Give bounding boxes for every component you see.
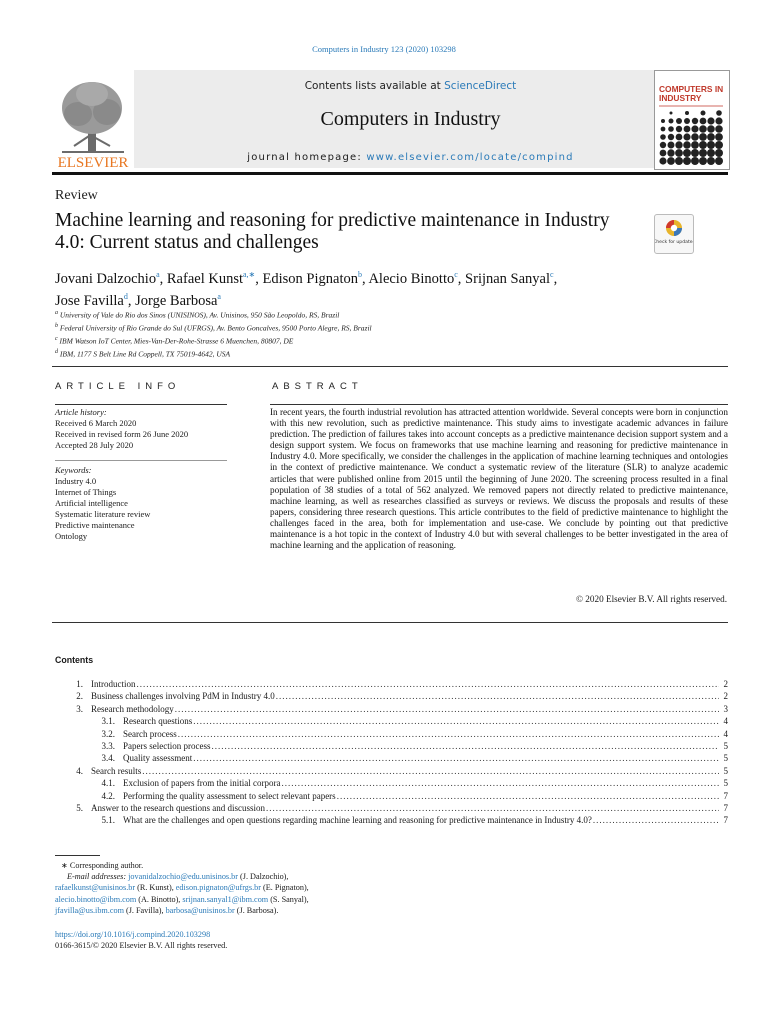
toc-title: Research methodology bbox=[91, 703, 174, 714]
toc-number: 3.2. bbox=[101, 728, 115, 739]
footnote-rule bbox=[55, 855, 100, 856]
homepage-link[interactable]: www.elsevier.com/locate/compind bbox=[366, 152, 574, 163]
author-name[interactable]: Srijnan Sanyal bbox=[465, 270, 551, 287]
toc-leader-dots bbox=[266, 803, 719, 813]
toc-number: 2. bbox=[76, 691, 83, 702]
toc-number: 1. bbox=[76, 679, 83, 689]
article-info-heading: ARTICLE INFO bbox=[55, 381, 181, 392]
email-link[interactable]: jovanidalzochio@edu.unisinos.br bbox=[128, 872, 238, 882]
toc-page-number: 5 bbox=[723, 778, 728, 789]
toc-title: Answer to the research questions and discussion bbox=[91, 803, 265, 813]
history-received: Received 6 March 2020 bbox=[55, 418, 137, 428]
crossmark-check-updates-button[interactable] bbox=[654, 214, 694, 254]
contents-availability bbox=[134, 80, 687, 92]
author-affiliation-mark[interactable]: a bbox=[217, 291, 221, 301]
toc-entry[interactable] bbox=[87, 729, 728, 741]
toc-title: Business challenges involving PdM in Industry 4.0 bbox=[91, 691, 275, 702]
masthead-center-panel bbox=[134, 70, 687, 168]
author-name[interactable]: Rafael Kunst bbox=[166, 270, 243, 287]
affiliation-mark: a bbox=[55, 310, 58, 316]
toc-title: Search results bbox=[91, 765, 142, 776]
author-name[interactable]: Jose Favilla bbox=[55, 292, 124, 309]
toc-leader-dots bbox=[178, 729, 719, 739]
author-affiliation-mark[interactable]: a bbox=[156, 270, 160, 279]
elsevier-wordmark: ELSEVIER bbox=[57, 155, 129, 170]
email-owner: (J. Favilla), bbox=[123, 905, 166, 915]
toc-entry[interactable] bbox=[55, 704, 728, 716]
author-list: Jovani Dalzochio$^a$, Rafael Kunst$^{a,∗}$, Edison Pignaton$^b$, Alecio Binotto$^c$, Srijnan Sanyal$^c$, Jose Favilla$^d$, Jorge Barbosa$^a$ bbox=[55, 270, 558, 309]
email-link[interactable]: alecio.binotto@ibm.com bbox=[55, 894, 137, 904]
toc-leader-dots bbox=[193, 753, 719, 763]
toc-title: Introduction bbox=[91, 679, 136, 689]
contents-heading: Contents bbox=[55, 655, 94, 665]
email-owner: (S. Sanyal), bbox=[268, 894, 309, 904]
toc-page-number: 5 bbox=[723, 765, 728, 776]
homepage-prefix: journal homepage: bbox=[247, 152, 367, 163]
toc-title: Quality assessment bbox=[123, 753, 193, 764]
email-link[interactable]: barbosa@unisinos.br bbox=[165, 905, 235, 915]
toc-title: Research questions bbox=[123, 716, 193, 727]
keywords bbox=[55, 465, 230, 542]
keywords-rule bbox=[55, 460, 227, 461]
elsevier-tree-logo bbox=[52, 72, 134, 170]
toc-page-number: 7 bbox=[723, 790, 728, 801]
email-link[interactable]: rafaelkunst@unisinos.br bbox=[55, 883, 136, 893]
toc-leader-dots bbox=[137, 679, 720, 689]
toc-entry[interactable] bbox=[55, 679, 728, 691]
toc-leader-dots bbox=[175, 704, 719, 714]
toc-leader-dots bbox=[276, 691, 719, 701]
journal-masthead bbox=[52, 70, 728, 170]
journal-homepage bbox=[134, 152, 687, 163]
email-link[interactable]: edison.pignaton@ufrgs.br bbox=[175, 883, 261, 893]
toc-leader-dots bbox=[281, 778, 719, 788]
toc-number: 4.2. bbox=[101, 790, 115, 801]
email-link[interactable]: srijnan.sanyal1@ibm.com bbox=[182, 894, 269, 904]
author-name[interactable]: Jovani Dalzochio bbox=[55, 270, 157, 287]
toc-title: Exclusion of papers from the initial corpora bbox=[123, 778, 281, 789]
toc-entry[interactable] bbox=[87, 741, 728, 753]
section-rule bbox=[52, 622, 728, 623]
author-affiliation-mark[interactable]: b bbox=[357, 270, 362, 279]
abstract-copyright: © 2020 Elsevier B.V. All rights reserved. bbox=[576, 594, 727, 604]
toc-entry[interactable] bbox=[55, 803, 728, 815]
toc-page-number: 2 bbox=[723, 691, 728, 702]
toc-entry[interactable] bbox=[87, 716, 728, 728]
toc-page-number: 7 bbox=[723, 815, 728, 826]
affiliation-mark: d bbox=[55, 348, 58, 355]
keyword-item: Predictive maintenance bbox=[55, 520, 135, 530]
toc-page-number: 7 bbox=[723, 803, 728, 813]
crossmark-label: Check for updates bbox=[655, 240, 693, 245]
affiliations bbox=[55, 308, 695, 360]
article-info-rule bbox=[55, 404, 227, 405]
email-owner: (R. Kunst), bbox=[135, 883, 176, 893]
cover-title: COMPUTERS IN INDUSTRY bbox=[659, 84, 724, 103]
affiliation-item: $^c$ IBM Watson IoT Center, Mies-Van-Der-Rohe-Strasse 6 Muenchen, 80807, DE bbox=[55, 335, 294, 346]
email-owner: (A. Binotto), bbox=[136, 894, 183, 904]
toc-title: Performing the quality assessment to select relevant papers bbox=[123, 790, 336, 801]
affiliation-mark: c bbox=[55, 335, 58, 342]
email-owner: (E. Pignaton), bbox=[260, 883, 309, 893]
email-addresses bbox=[55, 871, 455, 916]
toc-entry[interactable] bbox=[87, 815, 728, 827]
email-owner: (J. Barbosa). bbox=[234, 905, 279, 915]
toc-leader-dots bbox=[593, 815, 719, 825]
history-accepted: Accepted 28 July 2020 bbox=[55, 440, 134, 450]
abstract-rule bbox=[270, 404, 728, 405]
author-affiliation-mark[interactable]: c bbox=[454, 270, 458, 279]
toc-number: 3.3. bbox=[101, 741, 115, 751]
journal-title: Computers in Industry bbox=[320, 108, 501, 130]
toc-page-number: 4 bbox=[723, 728, 728, 739]
keywords-label: Keywords: bbox=[55, 465, 92, 475]
history-label: Article history: bbox=[55, 407, 107, 417]
toc-number: 5. bbox=[76, 803, 83, 813]
toc-leader-dots bbox=[142, 766, 719, 776]
affiliation-item: $^a$ University of Vale do Rio dos Sinos (UNISINOS), Av. Unisinos, 950 São Leopoldo, RS, Brazil bbox=[55, 310, 340, 320]
affiliation-mark: b bbox=[55, 322, 58, 329]
toc-entry[interactable] bbox=[55, 691, 728, 703]
journal-cover-thumbnail bbox=[654, 70, 730, 170]
section-rule bbox=[52, 366, 728, 367]
email-link[interactable]: jfavilla@us.ibm.com bbox=[55, 905, 124, 915]
keyword-item: Internet of Things bbox=[55, 487, 117, 497]
author-name[interactable]: Jorge Barbosa bbox=[135, 292, 218, 309]
doi-block bbox=[55, 929, 455, 951]
keyword-item: Ontology bbox=[55, 531, 88, 541]
toc-number: 3. bbox=[76, 703, 83, 714]
author-affiliation-mark[interactable]: c bbox=[550, 270, 554, 279]
doi-link[interactable]: https://doi.org/10.1016/j.compind.2020.103298 bbox=[55, 930, 211, 939]
journal-reference[interactable]: Computers in Industry 123 (2020) 103298 bbox=[312, 44, 456, 54]
masthead-rule bbox=[52, 172, 728, 175]
sciencedirect-link[interactable]: ScienceDirect bbox=[444, 80, 517, 92]
email-owner: (J. Dalzochio), bbox=[237, 872, 289, 882]
email-label: E-mail addresses: bbox=[67, 872, 129, 882]
affiliation-item: $^d$ IBM, 1177 S Belt Line Rd Coppell, TX 75019-4642, USA bbox=[55, 348, 231, 359]
footnotes bbox=[55, 860, 455, 916]
toc-leader-dots bbox=[211, 741, 719, 751]
keyword-item: Industry 4.0 bbox=[55, 476, 97, 486]
issn-copyright: 0166-3615/© 2020 Elsevier B.V. All rights reserved. bbox=[55, 941, 228, 951]
author-affiliation-mark[interactable]: d bbox=[123, 291, 128, 301]
toc-number: 3.4. bbox=[101, 753, 115, 764]
toc-page-number: 5 bbox=[723, 753, 728, 764]
author-affiliation-mark[interactable]: a,∗ bbox=[243, 270, 256, 279]
toc-entry[interactable] bbox=[87, 778, 728, 790]
toc-title: What are the challenges and open questions regarding machine learning and reasoning for predictive maintenance in Industry 4.0? bbox=[123, 815, 592, 826]
toc-title: Search process bbox=[123, 728, 177, 739]
toc-entry[interactable] bbox=[87, 791, 728, 803]
abstract-text: In recent years, the fourth industrial revolution has attracted attention worldwide. Several concepts were born in conjunction with this new revolution, such as predictive maintenance. This study aims to investigate academic advances in failure prediction. The prediction of failures takes into account concepts as a predictive maintenance decision support system and a design support system. We focus on frameworks that use machine learning and reasoning for predictive maintenance in Industry 4.0. More specifically, we consider the challenges in the application of machine learning techniques and ontologies in the context of predictive maintenance. We conduct a systematic review of the literature (SLR) to analyze academic articles that were published online from 2015 until the beginning of June 2020. The screening process resulted in a final population of 38 studies of a total of 562 analyzed. We removed papers not directly related to predictive maintenance, machine learning, as well as researches classified as surveys or reviews. We discuss the proposals and results of these papers, considering three research questions. This article contributes to the field of predictive maintenance to highlight the challenges faced in the area, both for implementation and use-case. We conclude by pointing out that predictive maintenance is a hot topic in the context of Industry 4.0 but with several challenges to be better investigated in the area of machine learning and the application of reasoning. bbox=[270, 407, 728, 551]
keyword-item: Artificial intelligence bbox=[55, 498, 128, 508]
affiliation-item: $^b$ Federal University of Rio Grande do Sul (UFRGS), Av. Bento Goncalves, 9500 Porto Alegre, RS, Brazil bbox=[55, 322, 372, 333]
toc-leader-dots bbox=[337, 791, 719, 801]
toc-entry[interactable] bbox=[87, 753, 728, 765]
toc-page-number: 2 bbox=[723, 679, 728, 689]
toc-page-number: 4 bbox=[723, 716, 728, 727]
toc-title: Papers selection process bbox=[123, 741, 211, 751]
toc-number: 4. bbox=[76, 765, 83, 776]
toc-number: 4.1. bbox=[101, 778, 115, 789]
author-name[interactable]: Edison Pignaton bbox=[262, 270, 358, 287]
contents-prefix: Contents lists available at bbox=[304, 80, 445, 92]
article-type: Review bbox=[55, 188, 98, 203]
corresponding-author-note: ∗ Corresponding author. bbox=[61, 861, 144, 870]
history-revised: Received in revised form 26 June 2020 bbox=[55, 429, 189, 439]
toc-entry[interactable] bbox=[55, 766, 728, 778]
abstract-heading: ABSTRACT bbox=[272, 381, 363, 392]
toc-number: 5.1. bbox=[101, 815, 115, 826]
keyword-item: Systematic literature review bbox=[55, 509, 151, 519]
toc-number: 3.1. bbox=[101, 716, 115, 727]
toc-page-number: 3 bbox=[723, 703, 728, 714]
article-history bbox=[55, 407, 230, 451]
author-name[interactable]: Alecio Binotto bbox=[368, 270, 455, 287]
toc-page-number: 5 bbox=[723, 741, 728, 751]
article-title: Machine learning and reasoning for predictive maintenance in Industry 4.0: Current status and challenges bbox=[55, 210, 610, 253]
toc-leader-dots bbox=[193, 716, 719, 726]
